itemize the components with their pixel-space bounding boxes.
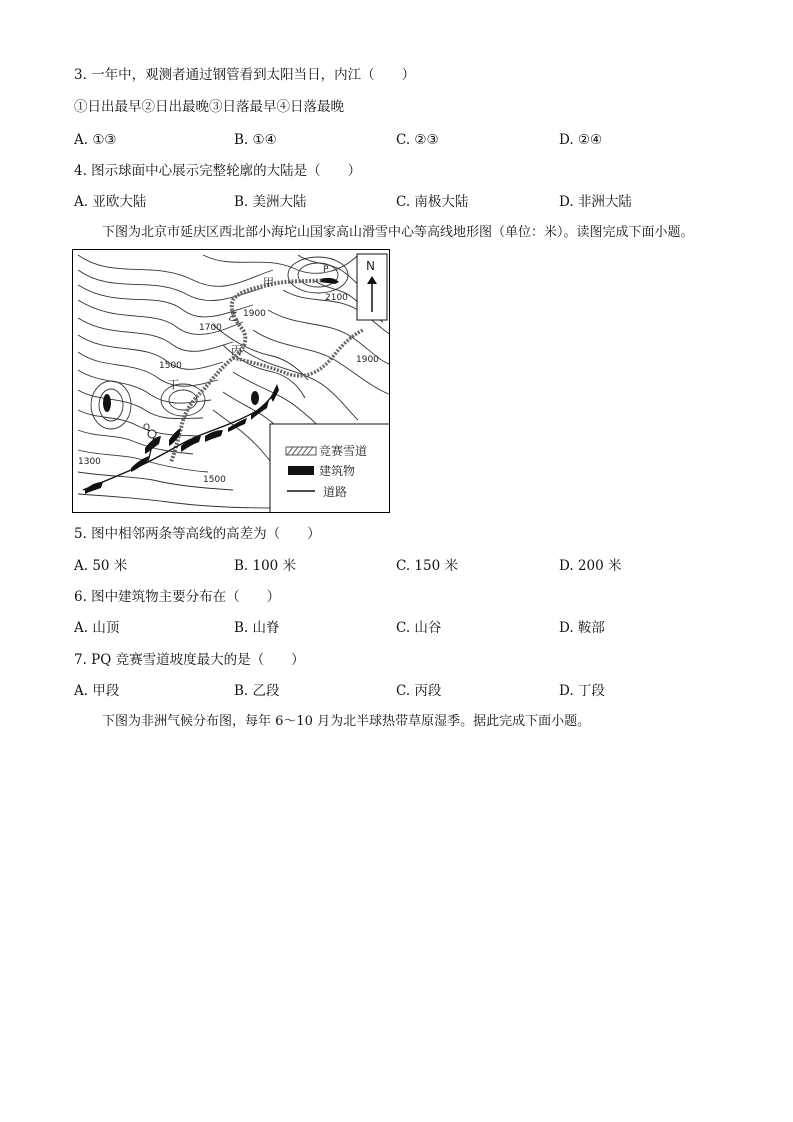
q3-option-c[interactable]: C. ②③	[396, 132, 439, 148]
contour-1900-b: 1900	[356, 355, 379, 365]
q6-option-d[interactable]: D. 鞍部	[559, 620, 605, 636]
contour-1900-a: 1900	[243, 309, 266, 319]
contour-1300: 1300	[78, 457, 101, 467]
q5-option-c[interactable]: C. 150 米	[396, 558, 458, 574]
contour-map-svg	[73, 250, 390, 513]
svg-text:N: N	[366, 259, 375, 273]
q6-stem: 6. 图中建筑物主要分布在（ ）	[74, 589, 281, 605]
q6-option-a[interactable]: A. 山顶	[74, 620, 120, 636]
label-yi: 乙	[228, 310, 239, 323]
q3-choices: ①日出最早②日出最晚③日落最早④日落最晚	[74, 99, 344, 115]
q4-stem: 4. 图示球面中心展示完整轮廓的大陆是（ ）	[74, 163, 362, 179]
intro-africa-climate: 下图为非洲气候分布图，每年 6～10 月为北半球热带草原湿季。据此完成下面小题。	[102, 714, 591, 729]
label-p: P	[323, 265, 329, 275]
legend-building-swatch	[288, 466, 314, 475]
q6-option-c[interactable]: C. 山谷	[396, 620, 442, 636]
contour-2100: 2100	[325, 293, 348, 303]
q4-option-c[interactable]: C. 南极大陆	[396, 194, 469, 210]
label-q: Q	[143, 423, 151, 433]
ski-track-branch	[233, 330, 363, 376]
north-arrow	[357, 254, 387, 320]
q4-option-d[interactable]: D. 非洲大陆	[559, 194, 632, 210]
q7-option-b[interactable]: B. 乙段	[234, 683, 280, 699]
q4-option-a[interactable]: A. 亚欧大陆	[74, 194, 147, 210]
q5-stem: 5. 图中相邻两条等高线的高差为（ ）	[74, 526, 321, 542]
legend-road-label: 道路	[323, 485, 348, 499]
contour-1700: 1700	[199, 323, 222, 333]
q3-option-a[interactable]: A. ①③	[74, 132, 117, 148]
q6-option-b[interactable]: B. 山脊	[234, 620, 280, 636]
q5-option-a[interactable]: A. 50 米	[74, 558, 128, 574]
contour-1500-a: 1500	[159, 361, 182, 371]
map-legend	[270, 424, 390, 513]
contour-map	[72, 249, 390, 513]
q3-option-d[interactable]: D. ②④	[559, 132, 603, 148]
label-bing: 丙	[231, 344, 242, 357]
q5-option-d[interactable]: D. 200 米	[559, 558, 622, 574]
label-jia: 甲	[263, 276, 274, 289]
q7-option-a[interactable]: A. 甲段	[74, 683, 120, 699]
intro-ski-map: 下图为北京市延庆区西北部小海坨山国家高山滑雪中心等高线地形图（单位：米）。读图完成下面小题。	[102, 225, 694, 240]
legend-building-label: 建筑物	[319, 464, 356, 478]
q3-stem: 3. 一年中，观测者通过钢管看到太阳当日，内江（ ）	[74, 67, 416, 83]
q7-stem: 7. PQ 竞赛雪道坡度最大的是（ ）	[74, 652, 305, 668]
q3-option-b[interactable]: B. ①④	[234, 132, 277, 148]
label-ding: 丁	[168, 378, 179, 391]
q5-option-b[interactable]: B. 100 米	[234, 558, 297, 574]
contour-1500-b: 1500	[203, 475, 226, 485]
q7-option-c[interactable]: C. 丙段	[396, 683, 442, 699]
legend-track-label: 竞赛雪道	[319, 444, 368, 458]
q4-option-b[interactable]: B. 美洲大陆	[234, 194, 307, 210]
q7-option-d[interactable]: D. 丁段	[559, 683, 605, 699]
